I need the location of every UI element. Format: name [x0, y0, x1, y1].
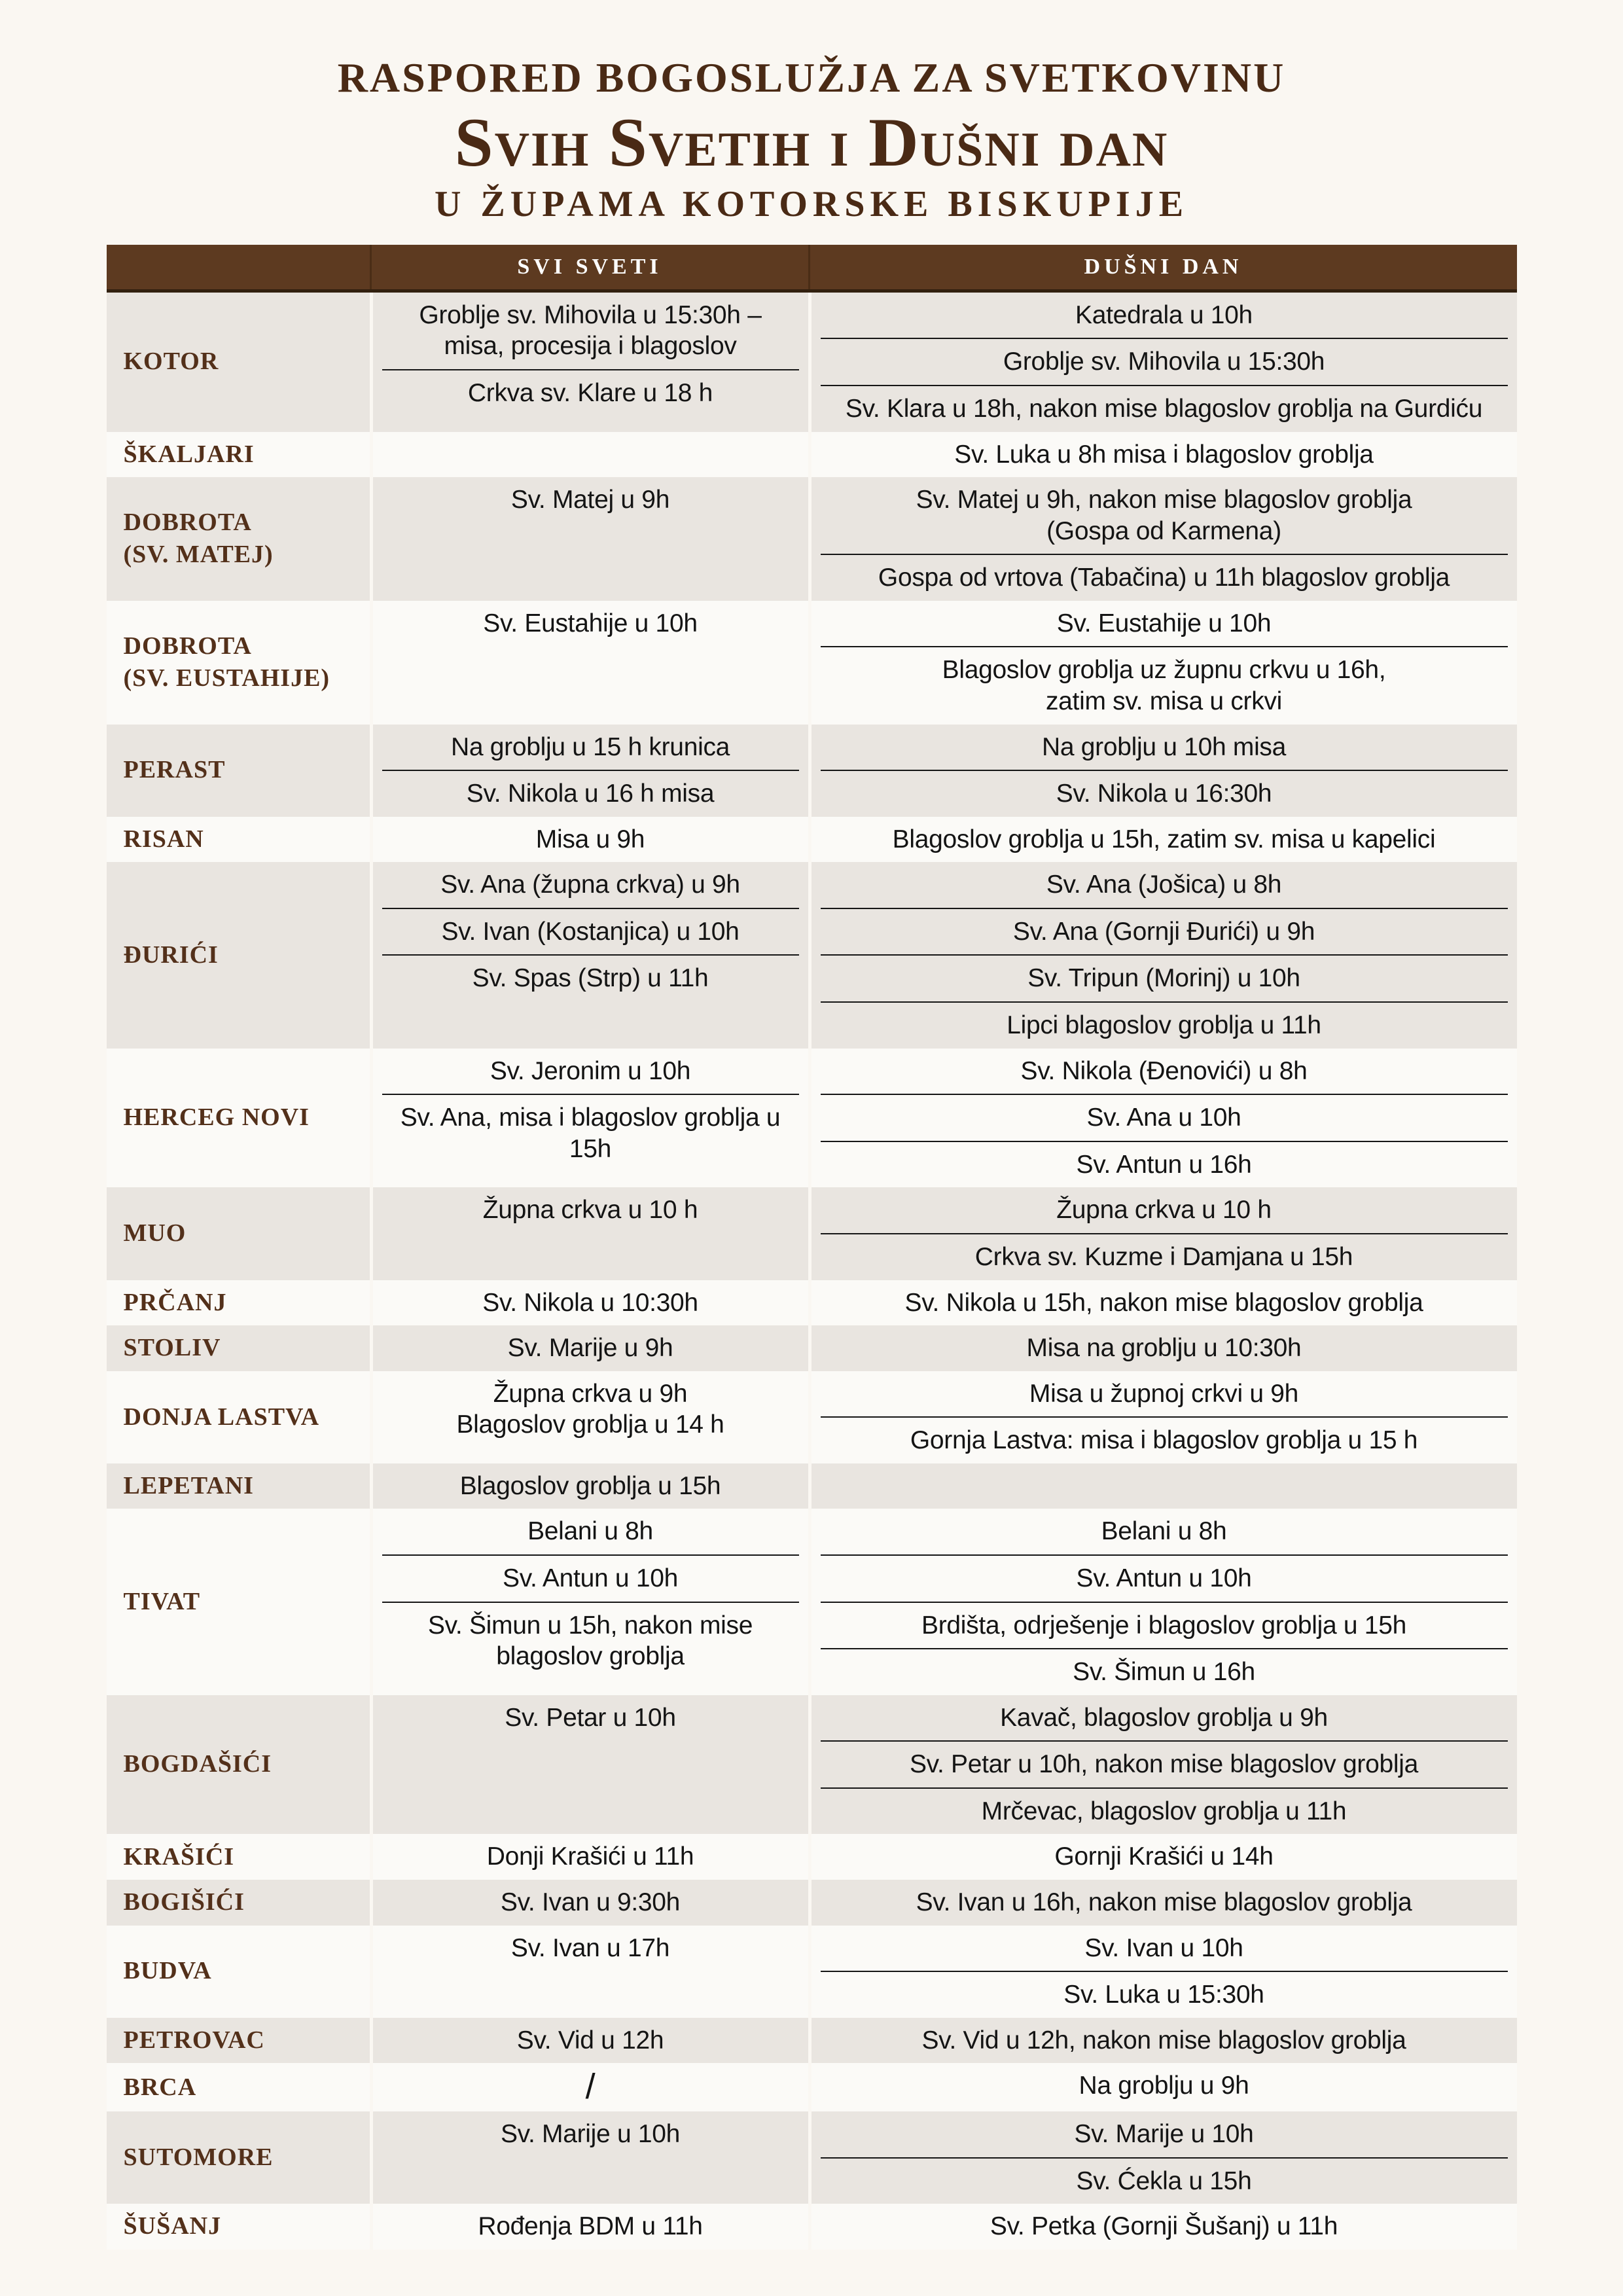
place-cell: DOBROTA (SV. MATEJ) [107, 477, 370, 601]
table-row [107, 1509, 1517, 1695]
dusni-dan-cell [812, 817, 1517, 863]
schedule-entry: Crkva sv. Klare u 18 h [467, 378, 713, 407]
page-title-line-3: U ŽUPAMA KOTORSKE BISKUPIJE [434, 184, 1189, 225]
schedule-entry: Sv. Spas (Strp) u 11h [472, 964, 709, 993]
dusni-dan-cell [812, 725, 1517, 817]
place-cell: BRCA [107, 2063, 370, 2111]
svi-sveti-cell [373, 862, 808, 1048]
place-cell: ŠUŠANJ [107, 2204, 370, 2250]
schedule-entry: Sv. Luka u 15:30h [1063, 1981, 1264, 2009]
table-row [107, 1049, 1517, 1188]
table-row [107, 2111, 1517, 2204]
svi-sveti-cell [373, 1463, 808, 1509]
schedule-entry: Sv. Petka (Gornji Šušanj) u 11h [990, 2212, 1338, 2241]
table-row [107, 601, 1517, 725]
svi-sveti-cell [373, 1049, 808, 1188]
table-row [107, 1280, 1517, 1326]
table-body [107, 293, 1517, 2250]
schedule-entry: Sv. Ana u 10h [1086, 1103, 1241, 1132]
table-row [107, 817, 1517, 863]
header-svi-sveti: SVI SVETI [370, 245, 808, 289]
dusni-dan-cell [812, 2111, 1517, 2204]
place-cell: PERAST [107, 725, 370, 817]
schedule-entry: Misa na groblju u 10:30h [1026, 1334, 1302, 1363]
place-cell: DONJA LASTVA [107, 1371, 370, 1463]
schedule-entry: Blagoslov groblja u 15h, zatim sv. misa u kapelici [892, 825, 1436, 853]
schedule-entry: Sv. Nikola u 10:30h [482, 1288, 698, 1317]
table-row [107, 1926, 1517, 2018]
svi-sveti-cell [373, 1187, 808, 1280]
schedule-entry: Sv. Ivan u 9:30h [500, 1888, 681, 1917]
dusni-dan-cell [812, 1926, 1517, 2018]
svi-sveti-cell [373, 2063, 808, 2111]
place-cell: KRAŠIĆI [107, 1834, 370, 1880]
svi-sveti-cell [373, 293, 808, 432]
dusni-dan-cell-empty-diagonal [812, 1463, 1517, 1509]
schedule-entry: Sv. Ivan u 10h [1084, 1933, 1243, 1962]
table-row [107, 432, 1517, 478]
place-cell: BOGIŠIĆI [107, 1880, 370, 1926]
schedule-entry: Sv. Marije u 10h [500, 2120, 681, 2149]
dusni-dan-cell [812, 477, 1517, 601]
svi-sveti-cell [373, 1926, 808, 2018]
schedule-entry: Belani u 8h [527, 1517, 653, 1546]
schedule-entry: Sv. Ivan (Kostanjica) u 10h [441, 917, 740, 946]
schedule-entry: Sv. Šimun u 16h [1073, 1658, 1255, 1687]
place-cell: ĐURIĆI [107, 862, 370, 1048]
place-cell: BUDVA [107, 1926, 370, 2018]
dusni-dan-cell [812, 293, 1517, 432]
dusni-dan-cell [812, 862, 1517, 1048]
schedule-entry: Rođenja BDM u 11h [478, 2212, 703, 2241]
schedule-entry: Gornja Lastva: misa i blagoslov groblja u 15 h [910, 1426, 1418, 1455]
schedule-entry: Sv. Vid u 12h [516, 2026, 664, 2054]
dusni-dan-cell [812, 432, 1517, 478]
table-row [107, 2204, 1517, 2250]
dusni-dan-cell [812, 1325, 1517, 1371]
schedule-entry: Sv. Luka u 8h misa i blagoslov groblja [954, 440, 1374, 469]
place-cell: ŠKALJARI [107, 432, 370, 478]
schedule-entry: Sv. Jeronim u 10h [490, 1056, 691, 1085]
place-cell: MUO [107, 1187, 370, 1280]
schedule-entry: Brdišta, odrješenje i blagoslov groblja u 15h [921, 1611, 1406, 1640]
place-cell: BOGDAŠIĆI [107, 1695, 370, 1835]
svi-sveti-cell [373, 601, 808, 725]
schedule-entry: Sv. Nikola (Đenovići) u 8h [1020, 1056, 1308, 1085]
dusni-dan-cell [812, 1280, 1517, 1326]
place-cell: LEPETANI [107, 1463, 370, 1509]
schedule-entry: Sv. Matej u 9h, nakon mise blagoslov groblja (Gospa od Karmena) [916, 486, 1412, 545]
schedule-entry: Župna crkva u 9h Blagoslov groblja u 14 h [456, 1379, 724, 1439]
schedule-entry: Sv. Petar u 10h, nakon mise blagoslov groblja [909, 1750, 1419, 1779]
page-title-line-1: RASPORED BOGOSLUŽJA ZA SVETKOVINU [337, 54, 1286, 101]
schedule-entry: Sv. Antun u 10h [1076, 1564, 1252, 1592]
table-row [107, 1695, 1517, 1835]
place-cell: RISAN [107, 817, 370, 863]
svi-sveti-cell [373, 725, 808, 817]
schedule-entry: Župna crkva u 10 h [1056, 1196, 1272, 1225]
page-title-line-2: Svih Svetih i Dušni dan [454, 103, 1169, 181]
schedule-entry: Misa u župnoj crkvi u 9h [1029, 1379, 1299, 1408]
svi-sveti-cell [373, 1280, 808, 1326]
dusni-dan-cell [812, 2204, 1517, 2250]
header-dusni-dan: DUŠNI DAN [808, 245, 1517, 289]
schedule-entry: Na groblju u 15 h krunica [450, 732, 730, 761]
schedule-entry: Mrčevac, blagoslov groblja u 11h [981, 1797, 1347, 1825]
schedule-entry: Gospa od vrtova (Tabačina) u 11h blagoslov groblja [878, 564, 1450, 592]
schedule-entry: Donji Krašići u 11h [486, 1842, 694, 1871]
schedule-entry: Sv. Eustahije u 10h [1056, 609, 1272, 637]
schedule-entry: Groblje sv. Mihovila u 15:30h [1003, 348, 1325, 376]
schedule-entry: Sv. Eustahije u 10h [483, 609, 698, 637]
svi-sveti-cell [373, 477, 808, 601]
place-cell: STOLIV [107, 1325, 370, 1371]
dusni-dan-cell [812, 2063, 1517, 2111]
place-cell: PETROVAC [107, 2018, 370, 2064]
dusni-dan-cell [812, 1880, 1517, 1926]
schedule-entry: Katedrala u 10h [1075, 300, 1253, 329]
svi-sveti-cell [373, 1695, 808, 1835]
schedule-entry: Sv. Šimun u 15h, nakon mise blagoslov groblja [427, 1611, 753, 1671]
schedule-entry: Sv. Nikola u 16 h misa [466, 780, 715, 808]
schedule-entry: Sv. Petar u 10h [505, 1703, 676, 1732]
dusni-dan-cell [812, 1695, 1517, 1835]
svi-sveti-cell [373, 2111, 808, 2204]
empty-slash: / [585, 2067, 596, 2107]
schedule-entry: Sv. Klara u 18h, nakon mise blagoslov groblja na Gurdiću [845, 394, 1483, 423]
dusni-dan-cell [812, 1187, 1517, 1280]
schedule-entry: Sv. Ana (Jošica) u 8h [1046, 870, 1282, 899]
place-cell: SUTOMORE [107, 2111, 370, 2204]
table-row [107, 1463, 1517, 1509]
svi-sveti-cell [373, 1509, 808, 1695]
dusni-dan-cell [812, 1509, 1517, 1695]
title-block [0, 0, 1623, 225]
schedule-entry: Sv. Ivan u 16h, nakon mise blagoslov groblja [916, 1888, 1412, 1917]
header-place-cell [107, 245, 370, 289]
schedule-entry: Na groblju u 10h misa [1041, 732, 1287, 761]
schedule-entry: Sv. Matej u 9h [510, 486, 670, 514]
table-row [107, 2018, 1517, 2064]
schedule-entry: Lipci blagoslov groblja u 11h [1007, 1011, 1321, 1040]
schedule-entry: Sv. Ana (Gornji Đurići) u 9h [1012, 917, 1315, 946]
dusni-dan-cell [812, 1371, 1517, 1463]
place-cell: KOTOR [107, 293, 370, 432]
schedule-entry: Misa u 9h [535, 825, 645, 853]
svi-sveti-cell-empty-diagonal [373, 432, 808, 478]
schedule-entry: Blagoslov groblja u 15h [459, 1471, 721, 1500]
schedule-entry: Sv. Nikola u 15h, nakon mise blagoslov groblja [904, 1288, 1423, 1317]
table-row [107, 1325, 1517, 1371]
schedule-entry: Sv. Ana (župna crkva) u 9h [440, 870, 740, 899]
schedule-entry: Groblje sv. Mihovila u 15:30h – misa, procesija i blagoslov [419, 300, 762, 361]
schedule-entry: Sv. Ćekla u 15h [1076, 2166, 1252, 2195]
dusni-dan-cell [812, 1049, 1517, 1188]
svi-sveti-cell [373, 2204, 808, 2250]
place-cell: HERCEG NOVI [107, 1049, 370, 1188]
table-row [107, 1834, 1517, 1880]
table-row [107, 2063, 1517, 2111]
schedule-entry: Sv. Ivan u 17h [510, 1933, 670, 1962]
schedule-entry: Kavač, blagoslov groblja u 9h [1000, 1703, 1328, 1732]
place-cell: PRČANJ [107, 1280, 370, 1326]
table-header-row [107, 245, 1517, 293]
svi-sveti-cell [373, 2018, 808, 2064]
place-cell: DOBROTA (SV. EUSTAHIJE) [107, 601, 370, 725]
svi-sveti-cell [373, 1371, 808, 1463]
schedule-entry: Sv. Nikola u 16:30h [1056, 780, 1272, 808]
table-row [107, 1371, 1517, 1463]
schedule-entry: Sv. Vid u 12h, nakon mise blagoslov groblja [921, 2026, 1406, 2054]
schedule-entry: Blagoslov groblja uz župnu crkvu u 16h, zatim sv. misa u crkvi [942, 656, 1386, 715]
svi-sveti-cell [373, 1834, 808, 1880]
svi-sveti-cell [373, 1325, 808, 1371]
schedule-entry: Na groblju u 9h [1079, 2072, 1249, 2100]
place-cell: TIVAT [107, 1509, 370, 1695]
dusni-dan-cell [812, 601, 1517, 725]
schedule-entry: Župna crkva u 10 h [482, 1196, 698, 1225]
schedule-entry: Belani u 8h [1101, 1517, 1227, 1546]
schedule-table [107, 245, 1517, 2250]
table-row [107, 1880, 1517, 1926]
schedule-entry: Gornji Krašići u 14h [1054, 1842, 1274, 1871]
schedule-entry: Sv. Marije u 10h [1074, 2120, 1254, 2149]
schedule-entry: Sv. Antun u 16h [1076, 1150, 1252, 1179]
table-row [107, 1187, 1517, 1280]
schedule-entry: Sv. Marije u 9h [507, 1334, 673, 1363]
dusni-dan-cell [812, 2018, 1517, 2064]
table-row [107, 862, 1517, 1048]
schedule-entry: Crkva sv. Kuzme i Damjana u 15h [974, 1242, 1353, 1271]
svi-sveti-cell [373, 1880, 808, 1926]
dusni-dan-cell [812, 1834, 1517, 1880]
schedule-entry: Sv. Antun u 10h [503, 1564, 678, 1592]
schedule-entry: Sv. Tripun (Morinj) u 10h [1027, 964, 1300, 993]
table-row [107, 477, 1517, 601]
table-row [107, 293, 1517, 432]
svi-sveti-cell [373, 817, 808, 863]
table-row [107, 725, 1517, 817]
schedule-entry: Sv. Ana, misa i blagoslov groblja u 15h [400, 1103, 781, 1163]
